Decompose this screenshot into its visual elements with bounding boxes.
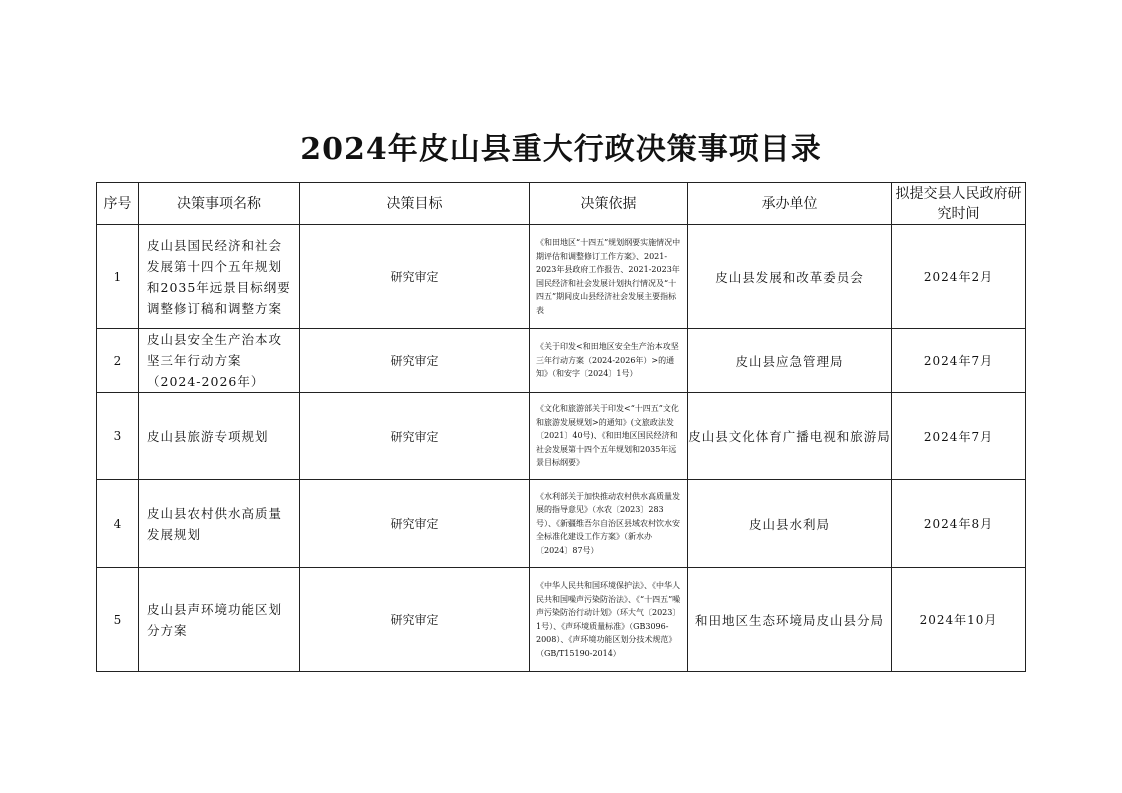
table-row bbox=[97, 480, 1026, 568]
header-goal: 决策目标 bbox=[300, 183, 530, 225]
row-time: 2024年7月 bbox=[892, 393, 1026, 480]
row-basis: 《和田地区“十四五”规划纲要实施情况中期评估和调整修订工作方案》、2021-2023年县政府工作报告、2021-2023年国民经济和社会发展计划执行情况及“十四五”期间皮山县经济社会发展主要指标表 bbox=[530, 225, 688, 329]
row-seq: 5 bbox=[97, 568, 139, 672]
row-seq: 3 bbox=[97, 393, 139, 480]
row-name: 皮山县国民经济和社会发展第十四个五年规划和2035年远景目标纲要调整修订稿和调整方案 bbox=[139, 225, 300, 329]
row-basis: 《水利部关于加快推动农村供水高质量发展的指导意见》（水农〔2023〕283号）、《新疆维吾尔自治区县域农村饮水安全标准化建设工作方案》（新水办〔2024〕87号） bbox=[530, 480, 688, 568]
row-basis: 《中华人民共和国环境保护法》、《中华人民共和国噪声污染防治法》、《“十四五”噪声污染防治行动计划》（环大气〔2023〕1号）、《声环境质量标准》（GB3096-2008）、《声环境功能区划分技术规范》（GB/T15190-2014） bbox=[530, 568, 688, 672]
header-unit: 承办单位 bbox=[688, 183, 892, 225]
row-goal: 研究审定 bbox=[300, 568, 530, 672]
header-time: 拟提交县人民政府研究时间 bbox=[892, 183, 1026, 225]
row-name: 皮山县安全生产治本攻坚三年行动方案（2024-2026年） bbox=[139, 329, 300, 393]
row-seq: 1 bbox=[97, 225, 139, 329]
row-unit: 皮山县应急管理局 bbox=[688, 329, 892, 393]
row-time: 2024年7月 bbox=[892, 329, 1026, 393]
table-row bbox=[97, 393, 1026, 480]
row-name: 皮山县农村供水高质量发展规划 bbox=[139, 480, 300, 568]
decision-catalog-table bbox=[96, 182, 1026, 672]
row-unit: 皮山县发展和改革委员会 bbox=[688, 225, 892, 329]
row-time: 2024年2月 bbox=[892, 225, 1026, 329]
header-basis: 决策依据 bbox=[530, 183, 688, 225]
row-seq: 4 bbox=[97, 480, 139, 568]
table-row bbox=[97, 225, 1026, 329]
header-seq: 序号 bbox=[97, 183, 139, 225]
row-basis: 《文化和旅游部关于印发<“十四五”文化和旅游发展规划>的通知》(文旅政法发〔2021〕40号)、《和田地区国民经济和社会发展第十四个五年规划和2035年远景目标纲要》 bbox=[530, 393, 688, 480]
row-name: 皮山县旅游专项规划 bbox=[139, 393, 300, 480]
table-row bbox=[97, 568, 1026, 672]
row-seq: 2 bbox=[97, 329, 139, 393]
table-header-row bbox=[97, 183, 1026, 225]
table-row bbox=[97, 329, 1026, 393]
row-name: 皮山县声环境功能区划分方案 bbox=[139, 568, 300, 672]
row-goal: 研究审定 bbox=[300, 225, 530, 329]
row-time: 2024年10月 bbox=[892, 568, 1026, 672]
row-goal: 研究审定 bbox=[300, 329, 530, 393]
row-time: 2024年8月 bbox=[892, 480, 1026, 568]
row-unit: 皮山县水利局 bbox=[688, 480, 892, 568]
row-unit: 皮山县文化体育广播电视和旅游局 bbox=[688, 393, 892, 480]
row-basis: 《关于印发<和田地区安全生产治本攻坚三年行动方案（2024-2026年）>的通知》（和安字〔2024〕1号） bbox=[530, 329, 688, 393]
row-unit: 和田地区生态环境局皮山县分局 bbox=[688, 568, 892, 672]
row-goal: 研究审定 bbox=[300, 480, 530, 568]
header-name: 决策事项名称 bbox=[139, 183, 300, 225]
row-goal: 研究审定 bbox=[300, 393, 530, 480]
document-title: 2024年皮山县重大行政决策事项目录 bbox=[300, 132, 822, 167]
